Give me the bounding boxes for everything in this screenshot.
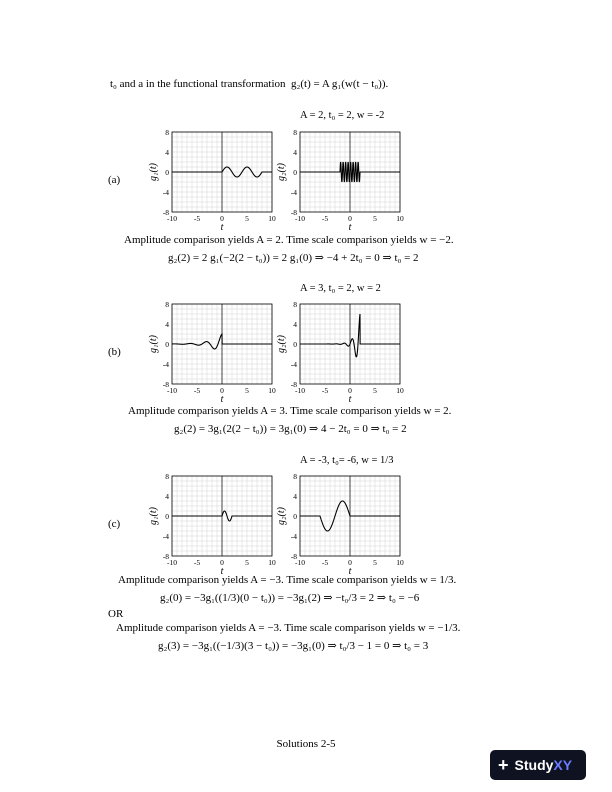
y-axis-label: g₂(t) (276, 335, 287, 353)
part-a-label: (a) (108, 174, 121, 186)
y-tick-label: 0 (293, 340, 297, 349)
y-tick-label: -8 (290, 208, 297, 217)
y-tick-label: -4 (290, 360, 297, 369)
plot-c-g2 (268, 472, 408, 577)
plot-a-g1 (140, 128, 280, 233)
y-axis-label: g₁(t) (148, 507, 159, 525)
y-tick-label: 0 (165, 168, 169, 177)
plot-b-g1 (140, 300, 280, 405)
part-c-amplitude: Amplitude comparison yields A = −3. Time scale comparison yields w = 1/3. (118, 574, 457, 586)
y-tick-label: 8 (293, 300, 297, 309)
part-c-title: A = -3, t₀= -6, w = 1/3 (300, 455, 394, 466)
x-axis-label: t (348, 222, 352, 233)
part-c-equation: g₂(0) = −3g₁((1/3)(0 − t₀)) = −3g₁(2) ⇒ −t₀/3 = 2 ⇒ t₀ = −6 (160, 592, 420, 604)
part-c-label: (c) (108, 518, 121, 530)
x-tick-label: 0 (220, 214, 224, 223)
x-tick-label: 0 (220, 558, 224, 567)
y-tick-label: 4 (165, 492, 169, 501)
y-tick-label: -8 (162, 208, 169, 217)
x-tick-label: -5 (193, 386, 201, 395)
x-tick-label: -5 (321, 214, 329, 223)
x-tick-label: 0 (348, 558, 352, 567)
x-tick-label: -10 (295, 386, 305, 395)
x-tick-label: -10 (167, 558, 177, 567)
x-tick-label: 10 (396, 214, 404, 223)
y-tick-label: 0 (293, 168, 297, 177)
y-tick-label: -8 (162, 380, 169, 389)
plot-a-g2 (268, 128, 408, 233)
x-tick-label: 0 (220, 386, 224, 395)
page-footer: Solutions 2-5 (276, 738, 336, 750)
x-tick-label: 5 (245, 214, 249, 223)
y-tick-label: 4 (293, 492, 297, 501)
part-a-amplitude: Amplitude comparison yields A = 2. Time scale comparison yields w = −2. (124, 234, 454, 246)
y-axis-label: g₂(t) (276, 163, 287, 181)
x-tick-label: -5 (321, 558, 329, 567)
y-tick-label: 8 (293, 128, 297, 137)
y-tick-label: -4 (162, 188, 169, 197)
x-tick-label: 5 (245, 558, 249, 567)
part-a-equation: g₂(2) = 2 g₁(−2(2 − t₀)) = 2 g₁(0) ⇒ −4 + 2t₀ = 0 ⇒ t₀ = 2 (168, 252, 419, 264)
part-a-title: A = 2, t₀ = 2, w = -2 (300, 110, 385, 121)
y-axis-label: g₁(t) (148, 163, 159, 181)
x-axis-label: t (220, 566, 224, 577)
y-tick-label: -4 (290, 532, 297, 541)
y-tick-label: 4 (293, 148, 297, 157)
studyxy-badge[interactable] (490, 750, 586, 780)
x-axis-label: t (348, 566, 352, 577)
x-tick-label: -5 (193, 214, 201, 223)
y-tick-label: 8 (165, 128, 169, 137)
plot-b-g2 (268, 300, 408, 405)
intro-text (110, 78, 388, 91)
y-tick-label: 0 (165, 512, 169, 521)
y-tick-label: -8 (290, 380, 297, 389)
x-tick-label: 5 (245, 386, 249, 395)
x-tick-label: 10 (396, 386, 404, 395)
y-axis-label: g₁(t) (148, 335, 159, 353)
brand-name: Study (514, 757, 554, 773)
plus-icon: + (498, 754, 509, 775)
y-tick-label: -8 (162, 552, 169, 561)
y-tick-label: 8 (165, 472, 169, 481)
y-tick-label: 4 (165, 148, 169, 157)
part-b-label: (b) (108, 346, 121, 358)
x-tick-label: 0 (348, 214, 352, 223)
x-axis-label: t (348, 394, 352, 405)
y-tick-label: 4 (165, 320, 169, 329)
y-tick-label: 4 (293, 320, 297, 329)
x-axis-label: t (220, 394, 224, 405)
or-label: OR (108, 608, 124, 620)
x-tick-label: 5 (373, 558, 377, 567)
x-tick-label: 10 (396, 558, 404, 567)
x-tick-label: -5 (321, 386, 329, 395)
y-tick-label: -4 (290, 188, 297, 197)
x-tick-label: -10 (295, 558, 305, 567)
intro-equation: g₂(t) = A g₁(w(t − t₀)). (291, 78, 389, 90)
y-tick-label: -8 (290, 552, 297, 561)
x-tick-label: -10 (167, 214, 177, 223)
x-tick-label: 5 (373, 214, 377, 223)
x-tick-label: 10 (268, 558, 276, 567)
part-b-equation: g₂(2) = 3g₁(2(2 − t₀)) = 3g₁(0) ⇒ 4 − 2t₀ = 0 ⇒ t₀ = 2 (174, 423, 407, 435)
plot-c-g1 (140, 472, 280, 577)
part-c-alt-amplitude: Amplitude comparison yields A = −3. Time scale comparison yields w = −1/3. (116, 622, 461, 634)
y-axis-label: g₂(t) (276, 507, 287, 525)
x-tick-label: 10 (268, 386, 276, 395)
y-tick-label: 0 (165, 340, 169, 349)
y-tick-label: 8 (293, 472, 297, 481)
y-tick-label: -4 (162, 360, 169, 369)
intro-prefix: t₀ and a in the functional transformation (110, 78, 286, 90)
x-tick-label: -5 (193, 558, 201, 567)
y-tick-label: -4 (162, 532, 169, 541)
x-tick-label: -10 (167, 386, 177, 395)
x-tick-label: 10 (268, 214, 276, 223)
part-c-alt-equation: g₂(3) = −3g₁((−1/3)(3 − t₀)) = −3g₁(0) ⇒ t₀/3 − 1 = 0 ⇒ t₀ = 3 (158, 640, 429, 652)
y-tick-label: 8 (165, 300, 169, 309)
part-b-amplitude: Amplitude comparison yields A = 3. Time scale comparison yields w = 2. (128, 405, 452, 417)
x-tick-label: 5 (373, 386, 377, 395)
x-axis-label: t (220, 222, 224, 233)
part-b-title: A = 3, t₀ = 2, w = 2 (300, 283, 381, 294)
y-tick-label: 0 (293, 512, 297, 521)
x-tick-label: -10 (295, 214, 305, 223)
brand-suffix: XY (553, 757, 573, 773)
x-tick-label: 0 (348, 386, 352, 395)
